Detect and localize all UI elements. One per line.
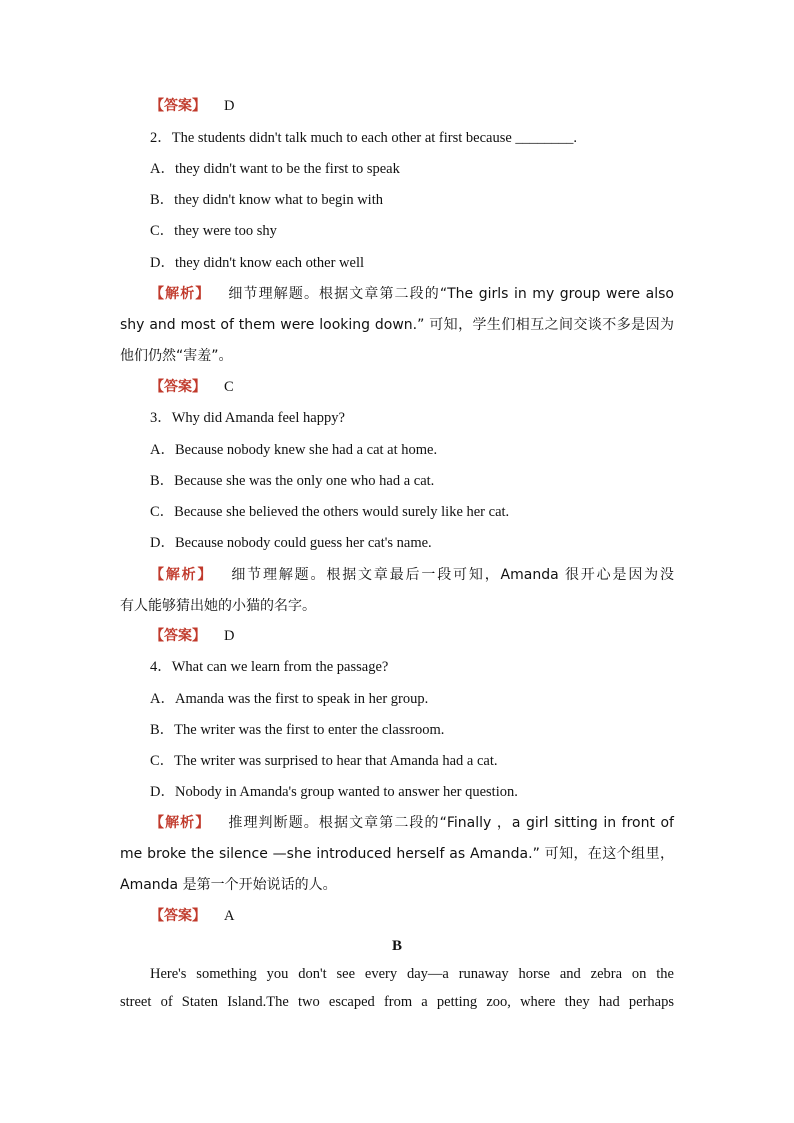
q4-analysis-line-2: me broke the silence —she introduced herself as Amanda.” 可知，在这个组里， <box>120 846 674 862</box>
question-2-stem: 2．The students didn't talk much to each other at first because ________. <box>150 130 578 146</box>
q3-analysis-line-2: 有人能够猜出她的小猫的名字。 <box>120 598 316 614</box>
q4-analysis-line-3: Amanda 是第一个开始说话的人。 <box>120 877 337 893</box>
q2-analysis-line-1 <box>150 284 674 304</box>
answer-line-4 <box>150 906 674 926</box>
q2-option-d: D．they didn't know each other well <box>150 255 365 271</box>
answer-value: D <box>224 628 235 644</box>
question-4-stem: 4．What can we learn from the passage? <box>150 659 389 675</box>
q4-option-d: D．Nobody in Amanda's group wanted to answer her question. <box>150 784 518 800</box>
analysis-label: 【解析】 <box>150 286 211 302</box>
answer-line-2 <box>150 377 674 397</box>
q3-option-b: B．Because she was the only one who had a cat. <box>150 473 435 489</box>
answer-label: 【答案】 <box>150 628 206 644</box>
passage-line-2: street of Staten Island.The two escaped from a petting zoo, where they had perhaps <box>120 994 674 1010</box>
q4-option-c: C．The writer was surprised to hear that Amanda had a cat. <box>150 753 498 769</box>
answer-value: D <box>224 98 235 114</box>
analysis-text: 推理判断题。根据文章第二段的“Finally ，a girl sitting in front of <box>228 815 674 831</box>
section-title: B <box>391 938 402 954</box>
q2-analysis-line-2: shy and most of them were looking down.” 可知，学生们相互之间交谈不多是因为 <box>120 317 674 333</box>
q2-option-b: B．they didn't know what to begin with <box>150 192 383 208</box>
q4-option-b: B．The writer was the first to enter the classroom. <box>150 722 445 738</box>
answer-value: A <box>224 908 235 924</box>
q4-option-a: A．Amanda was the first to speak in her group. <box>150 691 429 707</box>
question-3-stem: 3．Why did Amanda feel happy? <box>150 410 345 426</box>
q4-analysis-line-1 <box>150 813 674 833</box>
answer-line-3 <box>150 626 674 646</box>
answer-value: C <box>224 379 234 395</box>
analysis-text: 细节理解题。根据文章第二段的“The girls in my group were also <box>228 286 674 302</box>
q3-analysis-line-1 <box>150 565 674 585</box>
analysis-label: 【解析】 <box>150 567 214 583</box>
answer-label: 【答案】 <box>150 379 206 395</box>
q3-option-a: A．Because nobody knew she had a cat at home. <box>150 442 438 458</box>
q3-option-d: D．Because nobody could guess her cat's name. <box>150 535 432 551</box>
passage-line-1: Here's something you don't see every day—a runaway horse and zebra on the <box>150 966 674 982</box>
q2-option-a: A．they didn't want to be the first to speak <box>150 161 400 177</box>
analysis-text: 细节理解题。根据文章最后一段可知，Amanda 很开心是因为没 <box>231 567 674 583</box>
q2-option-c: C．they were too shy <box>150 223 277 239</box>
answer-line-1 <box>150 96 674 116</box>
answer-label: 【答案】 <box>150 98 206 114</box>
answer-label: 【答案】 <box>150 908 206 924</box>
analysis-label: 【解析】 <box>150 815 211 831</box>
q2-analysis-line-3: 他们仍然“害羞”。 <box>120 348 233 364</box>
q3-option-c: C．Because she believed the others would surely like her cat. <box>150 504 510 520</box>
